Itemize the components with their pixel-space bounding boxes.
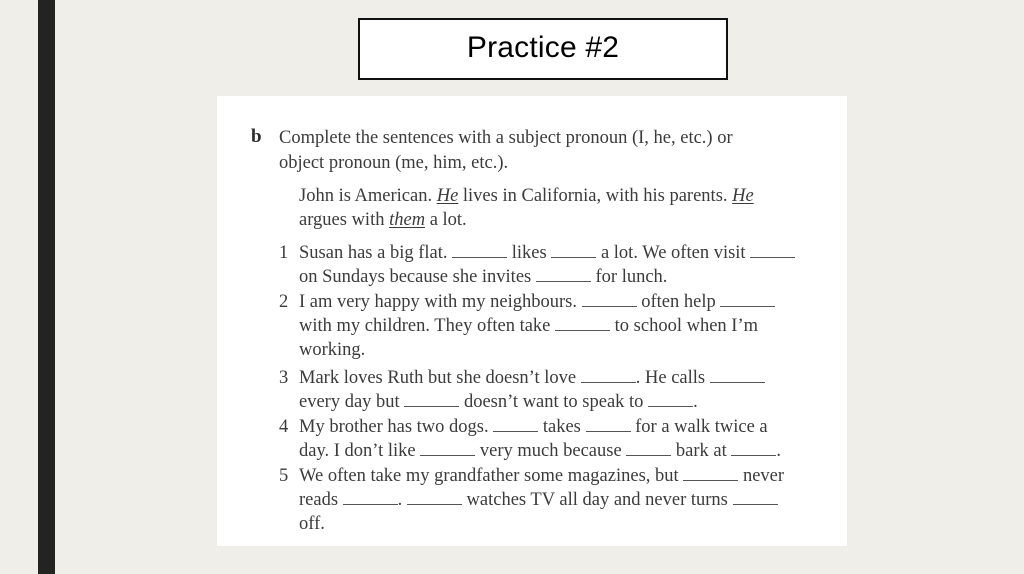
- item-text: for lunch.: [590, 267, 668, 287]
- answer-blank[interactable]: [404, 392, 459, 407]
- item-text: with my children. They often take: [299, 316, 556, 336]
- answer-blank[interactable]: [343, 490, 398, 505]
- answer-blank[interactable]: [750, 243, 795, 258]
- answer-blank[interactable]: [683, 466, 738, 481]
- item-text: a lot. We often visit: [596, 243, 751, 263]
- slide-title: Practice #2: [466, 31, 620, 64]
- item-text: to school when I’m: [610, 316, 759, 336]
- item-text: . He calls: [635, 368, 710, 388]
- answer-blank[interactable]: [452, 243, 507, 258]
- item-line: [299, 415, 768, 439]
- item-text: reads: [299, 490, 343, 510]
- item-text: for a walk twice a: [630, 417, 768, 437]
- answer-blank[interactable]: [710, 368, 765, 383]
- item-line: [299, 241, 795, 265]
- example-answer: them: [389, 210, 426, 230]
- item-number: 2: [279, 292, 289, 312]
- answer-blank[interactable]: [648, 392, 693, 407]
- item-text: day. I don’t like: [299, 441, 421, 461]
- item-text: Susan has a big flat.: [299, 243, 453, 263]
- example-answer: He: [732, 186, 754, 206]
- item-text: We often take my grandfather some magazines, but: [299, 466, 684, 486]
- item-number: 1: [279, 243, 289, 263]
- item-text: doesn’t want to speak to: [459, 392, 649, 412]
- answer-blank[interactable]: [626, 441, 671, 456]
- answer-blank[interactable]: [720, 292, 775, 307]
- instruction-line-2: object pronoun (me, him, etc.).: [279, 153, 509, 173]
- answer-blank[interactable]: [733, 490, 778, 505]
- item-line: [299, 439, 781, 463]
- answer-blank[interactable]: [581, 368, 636, 383]
- answer-blank[interactable]: [536, 267, 591, 282]
- slide-accent-bar: [38, 0, 55, 574]
- answer-blank[interactable]: [582, 292, 637, 307]
- answer-blank[interactable]: [493, 417, 538, 432]
- item-text: bark at: [671, 441, 732, 461]
- item-text: on Sundays because she invites: [299, 267, 536, 287]
- item-line: off.: [299, 514, 325, 534]
- item-line: [299, 314, 758, 338]
- answer-blank[interactable]: [731, 441, 776, 456]
- answer-blank[interactable]: [420, 441, 475, 456]
- item-line: [299, 488, 778, 512]
- item-line: working.: [299, 340, 366, 360]
- item-line: [299, 390, 698, 414]
- answer-blank[interactable]: [586, 417, 631, 432]
- item-number: 3: [279, 368, 289, 388]
- example-text: lives in California, with his parents.: [458, 186, 733, 206]
- item-text: Mark loves Ruth but she doesn’t love: [299, 368, 581, 388]
- example-line-2: [299, 208, 467, 232]
- exercise-image: [217, 96, 847, 546]
- item-number: 5: [279, 466, 289, 486]
- item-text: .: [397, 490, 407, 510]
- item-line: [299, 366, 765, 390]
- example-answer: He: [436, 186, 459, 206]
- answer-blank[interactable]: [551, 243, 596, 258]
- item-line: [299, 290, 775, 314]
- item-text: never: [738, 466, 785, 486]
- example-text: John is American.: [299, 186, 437, 206]
- answer-blank[interactable]: [407, 490, 462, 505]
- example-text: argues with: [299, 210, 390, 230]
- item-text: takes: [538, 417, 586, 437]
- item-text: very much because: [475, 441, 627, 461]
- item-line: [299, 464, 784, 488]
- example-text: a lot.: [425, 210, 467, 230]
- exercise-letter: b: [251, 126, 262, 147]
- item-text: My brother has two dogs.: [299, 417, 494, 437]
- item-text: every day but: [299, 392, 405, 412]
- item-text: .: [693, 392, 698, 412]
- example-line-1: [299, 184, 754, 208]
- answer-blank[interactable]: [555, 316, 610, 331]
- item-text: I am very happy with my neighbours.: [299, 292, 582, 312]
- slide-title-box: [358, 18, 728, 80]
- item-text: watches TV all day and never turns: [461, 490, 733, 510]
- item-text: often help: [636, 292, 721, 312]
- item-number: 4: [279, 417, 289, 437]
- item-text: .: [776, 441, 782, 461]
- instruction-line-1: Complete the sentences with a subject pronoun (I, he, etc.) or: [279, 128, 733, 148]
- item-line: [299, 265, 667, 289]
- item-text: likes: [507, 243, 552, 263]
